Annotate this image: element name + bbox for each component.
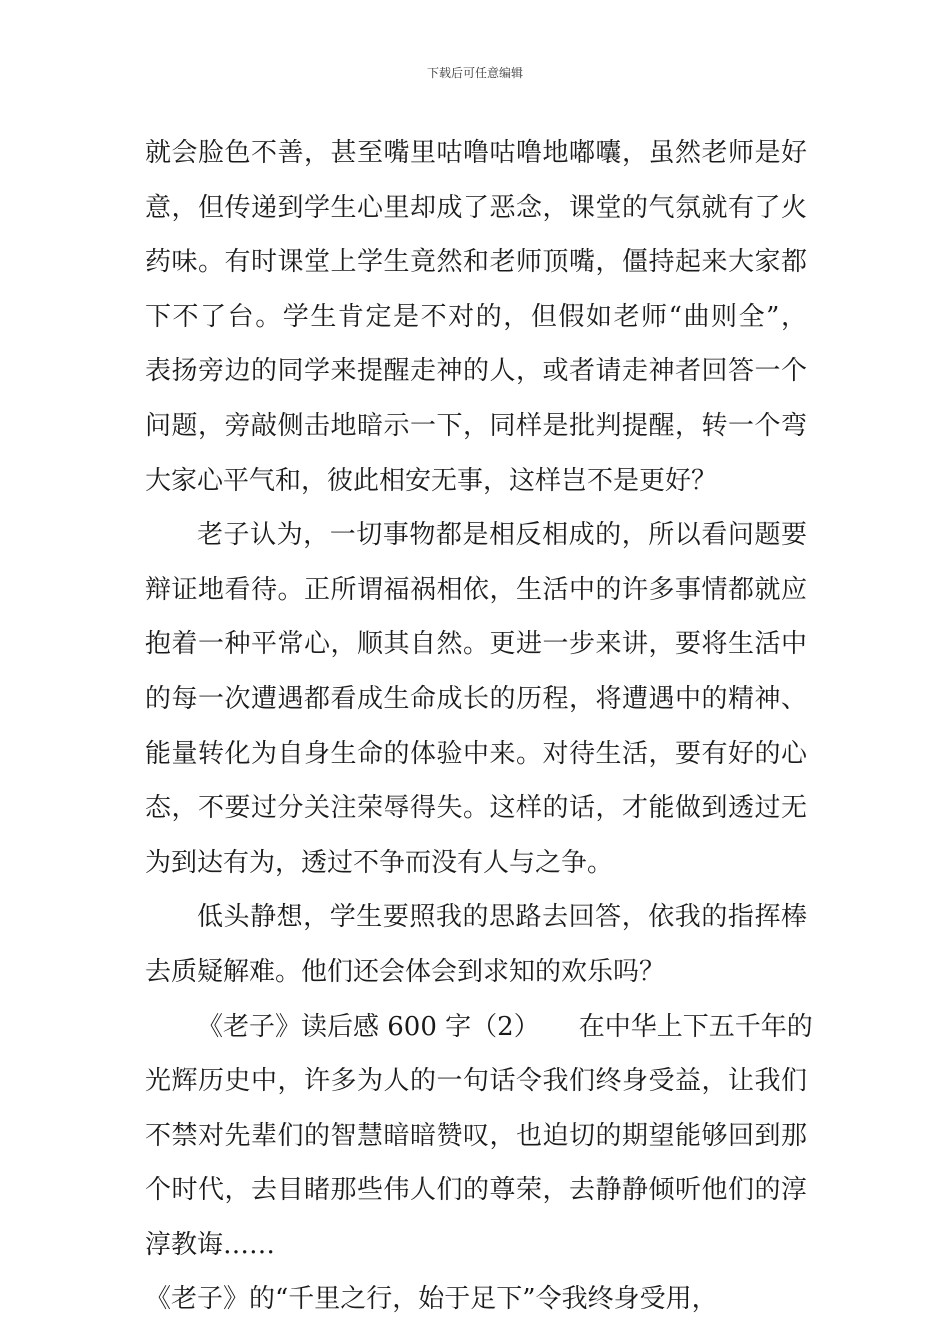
text-line: 意，但传递到学生心里却成了恶念，课堂的气氛就有了火 (145, 192, 807, 223)
paragraph (145, 890, 807, 999)
text-line: 药味。有时课堂上学生竟然和老师顶嘴，僵持起来大家都 (145, 247, 807, 278)
text-line: 能量转化为自身生命的体验中来。对待生活，要有好的心 (145, 738, 807, 769)
text-line: 去质疑解难。他们还会体会到求知的欢乐吗？ (145, 956, 666, 987)
paragraph (145, 508, 807, 890)
text-line: 大家心平气和，彼此相安无事，这样岂不是更好？ (145, 465, 718, 496)
paragraph (145, 126, 807, 508)
text-line: 不禁对先辈们的智慧暗暗赞叹，也迫切的期望能够回到那 (145, 1120, 807, 1151)
text-line: 就会脸色不善，甚至嘴里咕噜咕噜地嘟囔，虽然老师是好 (145, 138, 807, 168)
text-line: 态，不要过分关注荣辱得失。这样的话，才能做到透过无 (145, 793, 807, 824)
text-line: 老子认为，一切事物都是相反相成的，所以看问题要 (197, 520, 807, 551)
text-line: 问题，旁敲侧击地暗示一下，同样是批判提醒，转一个弯 (145, 410, 807, 441)
text-line: 抱着一种平常心，顺其自然。更进一步来讲，要将生活中 (145, 629, 807, 660)
text-line: 个时代，去目睹那些伟人们的尊荣，去静静倾听他们的淳 (145, 1175, 807, 1206)
document-body (145, 126, 813, 1327)
paragraph (145, 1272, 807, 1327)
text-line: 的每一次遭遇都看成生命成长的历程，将遭遇中的精神、 (145, 683, 807, 714)
text-line: 表扬旁边的同学来提醒走神的人，或者请走神者回答一个 (145, 356, 807, 387)
text-line: 光辉历史中，许多为人的一句话令我们终身受益，让我们 (145, 1066, 807, 1097)
paragraph (145, 1000, 813, 1273)
page-header: 下载后可任意编辑 (426, 66, 523, 80)
text-line: 低头静想，学生要照我的思路去回答，依我的指挥棒 (197, 902, 807, 933)
text-line: 辩证地看待。正所谓福祸相依，生活中的许多事情都就应 (145, 574, 807, 605)
text-line: 《老子》的“千里之行，始于足下”令我终身受用， (145, 1284, 718, 1315)
text-line: 下不了台。学生肯定是不对的，但假如老师“曲则全”， (145, 301, 807, 332)
text-line: 淳教诲…… (145, 1229, 276, 1260)
text-line: 为到达有为，透过不争而没有人与之争。 (145, 847, 614, 878)
text-line: 《老子》读后感 600 字（2） 在中华上下五千年的 (197, 1011, 813, 1042)
